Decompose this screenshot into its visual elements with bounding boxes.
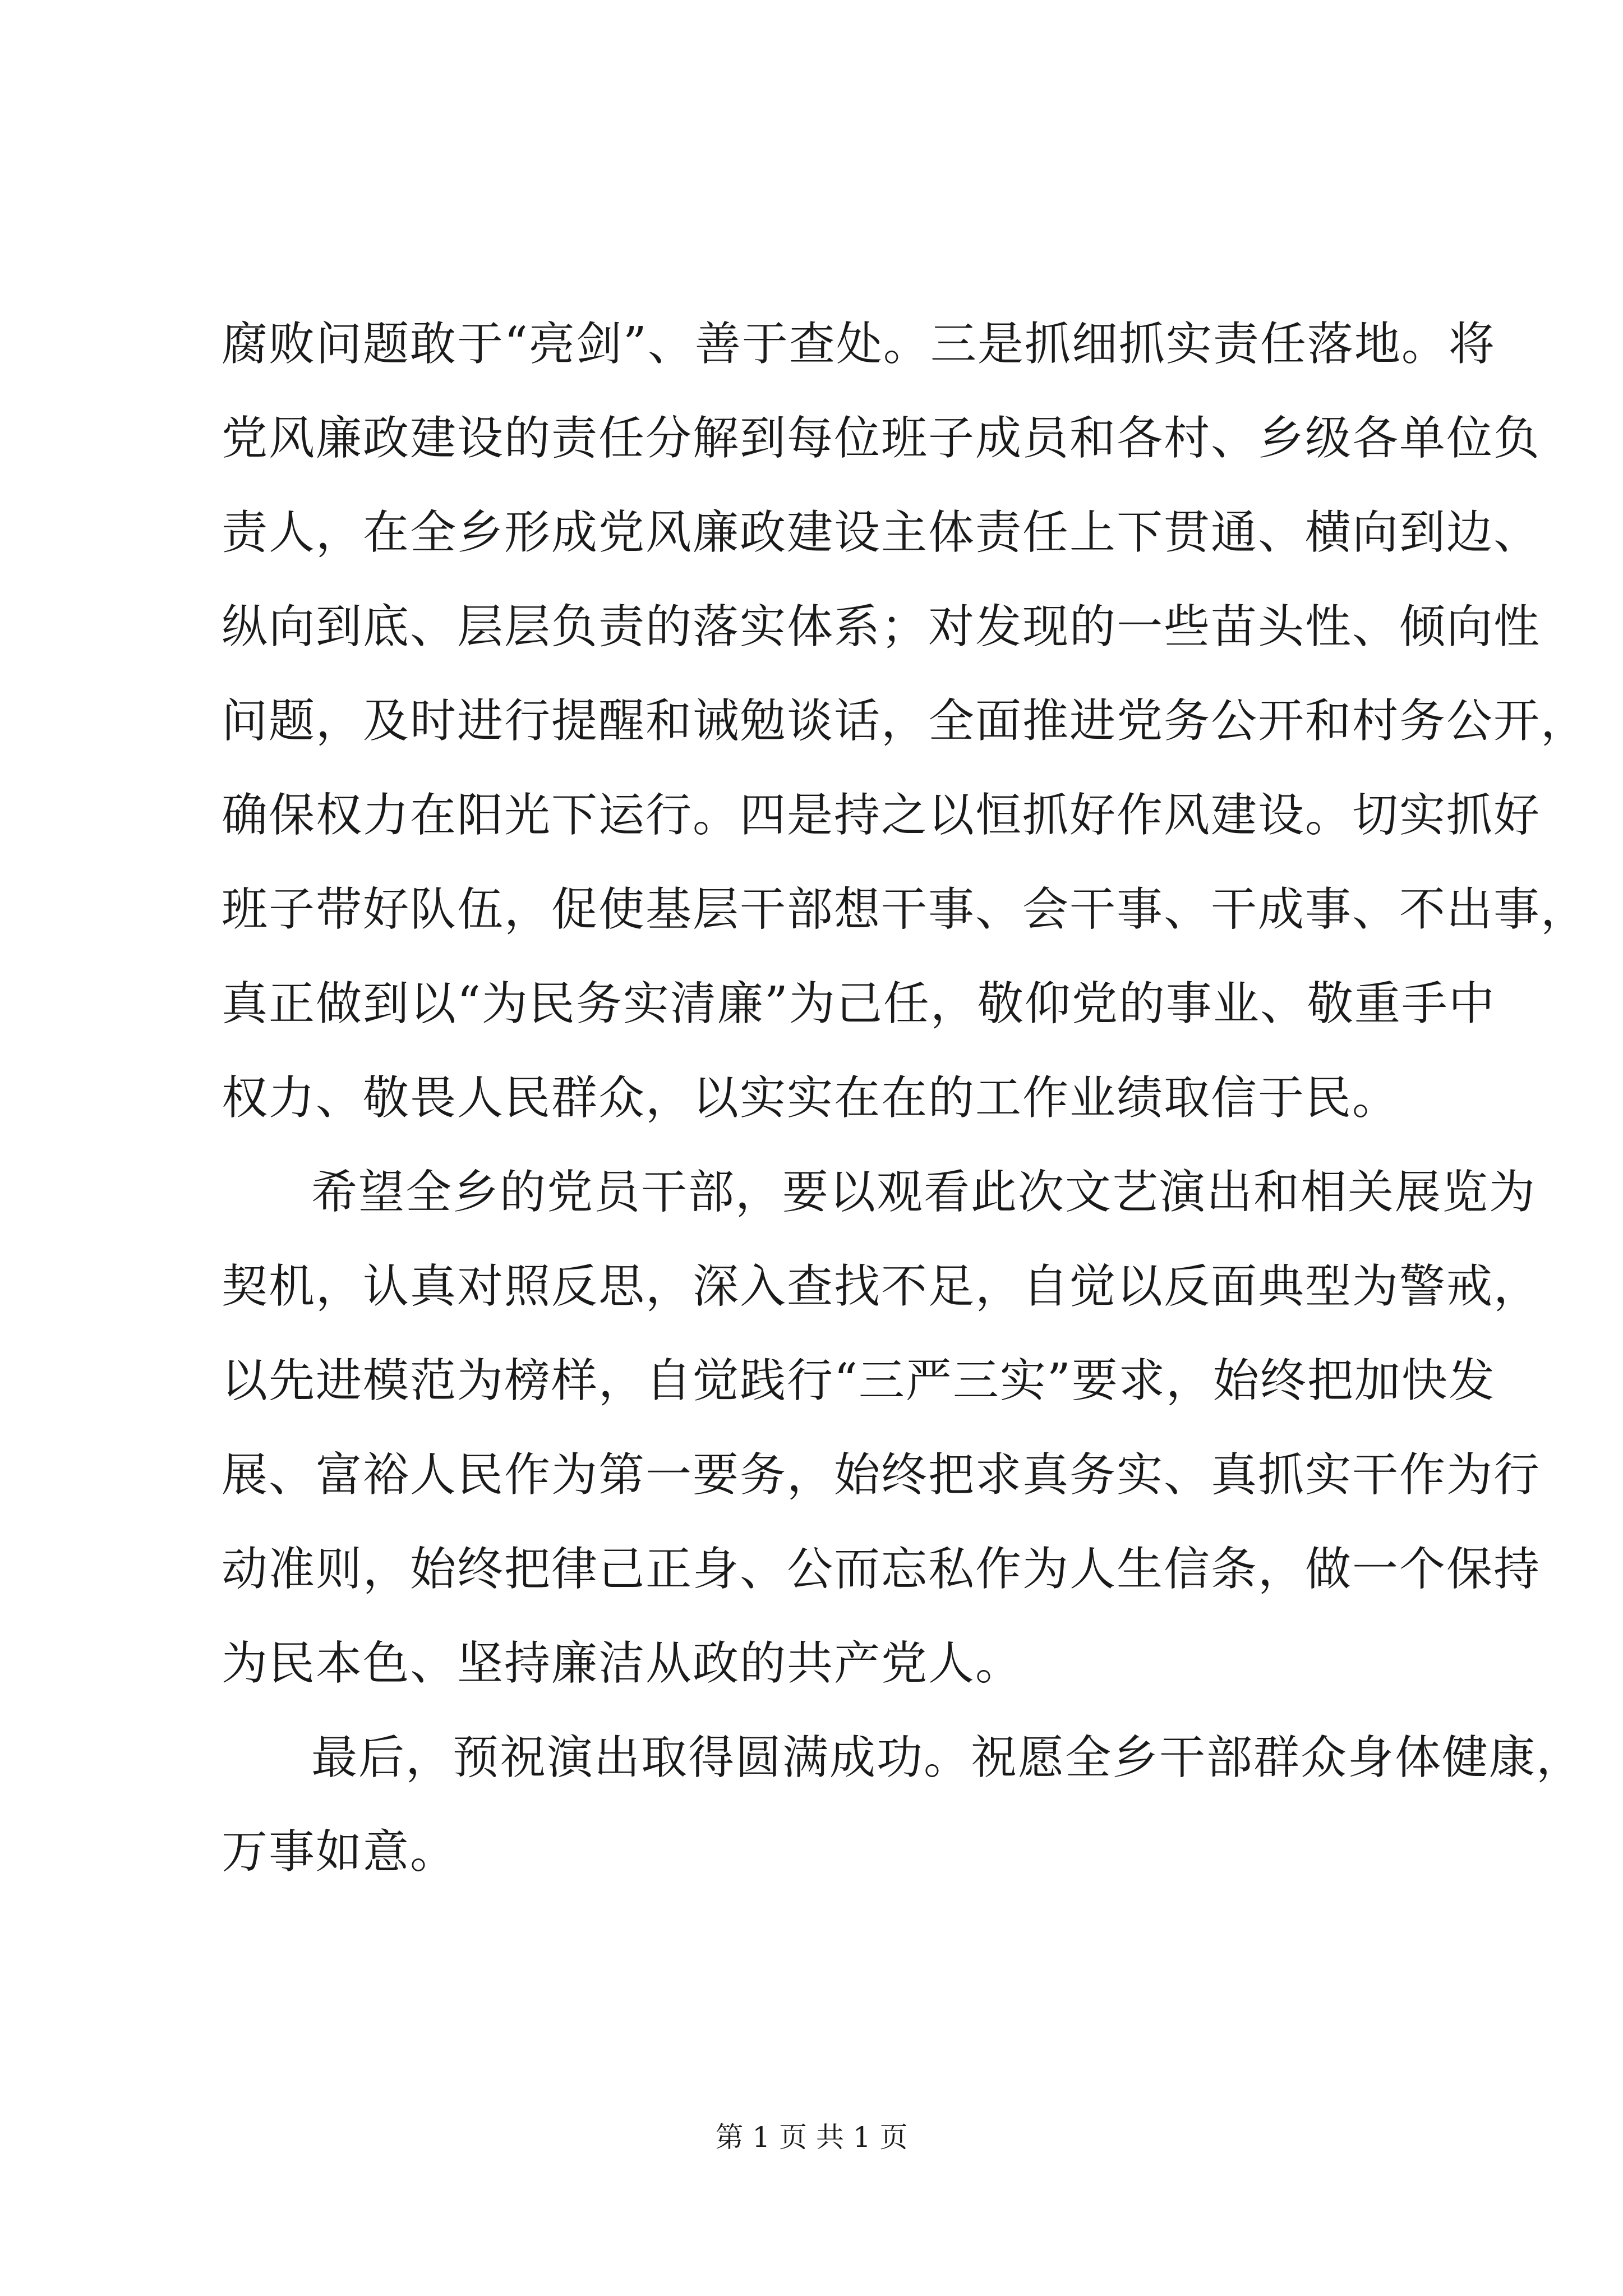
paragraph-line: 责人，在全乡形成党风廉政建设主体责任上下贯通、横向到边、	[222, 506, 1541, 559]
paragraph-line: 展、富裕人民作为第一要务，始终把求真务实、真抓实干作为行	[222, 1448, 1541, 1502]
paragraph-line: 万事如意。	[222, 1825, 458, 1879]
paragraph-line: 契机，认真对照反思，深入查找不足，自觉以反面典型为警戒，	[222, 1260, 1541, 1313]
paragraph-line: 权力、敬畏人民群众，以实实在在的工作业绩取信于民。	[222, 1071, 1400, 1125]
paragraph-line: 真正做到以“为民务实清廉”为己任，敬仰党的事业、敬重手中	[222, 977, 1496, 1030]
paragraph-first-line: 最后，预祝演出取得圆满成功。祝愿全乡干部群众身体健康，	[311, 1731, 1584, 1784]
paragraph-line: 问题，及时进行提醒和诫勉谈话，全面推进党务公开和村务公开，	[222, 694, 1588, 748]
paragraph-line: 确保权力在阳光下运行。四是持之以恒抓好作风建设。切实抓好	[222, 789, 1541, 842]
paragraph-line: 纵向到底、层层负责的落实体系；对发现的一些苗头性、倾向性	[222, 600, 1541, 654]
document-body	[222, 297, 1588, 1899]
page-footer: 第 1 页 共 1 页	[715, 2121, 908, 2154]
paragraph-line: 腐败问题敢于“亮剑”、善于查处。三是抓细抓实责任落地。将	[222, 318, 1496, 371]
paragraph-first-line: 希望全乡的党员干部，要以观看此次文艺演出和相关展览为	[311, 1166, 1537, 1219]
paragraph-line: 为民本色、坚持廉洁从政的共产党人。	[222, 1637, 1023, 1690]
paragraph-line: 以先进模范为榜样，自觉践行“三严三实”要求，始终把加快发	[222, 1354, 1496, 1407]
paragraph-line: 党风廉政建设的责任分解到每位班子成员和各村、乡级各单位负	[222, 412, 1541, 465]
paragraph-line: 班子带好队伍，促使基层干部想干事、会干事、干成事、不出事，	[222, 883, 1588, 936]
paragraph-line: 动准则，始终把律己正身、公而忘私作为人生信条，做一个保持	[222, 1543, 1541, 1596]
